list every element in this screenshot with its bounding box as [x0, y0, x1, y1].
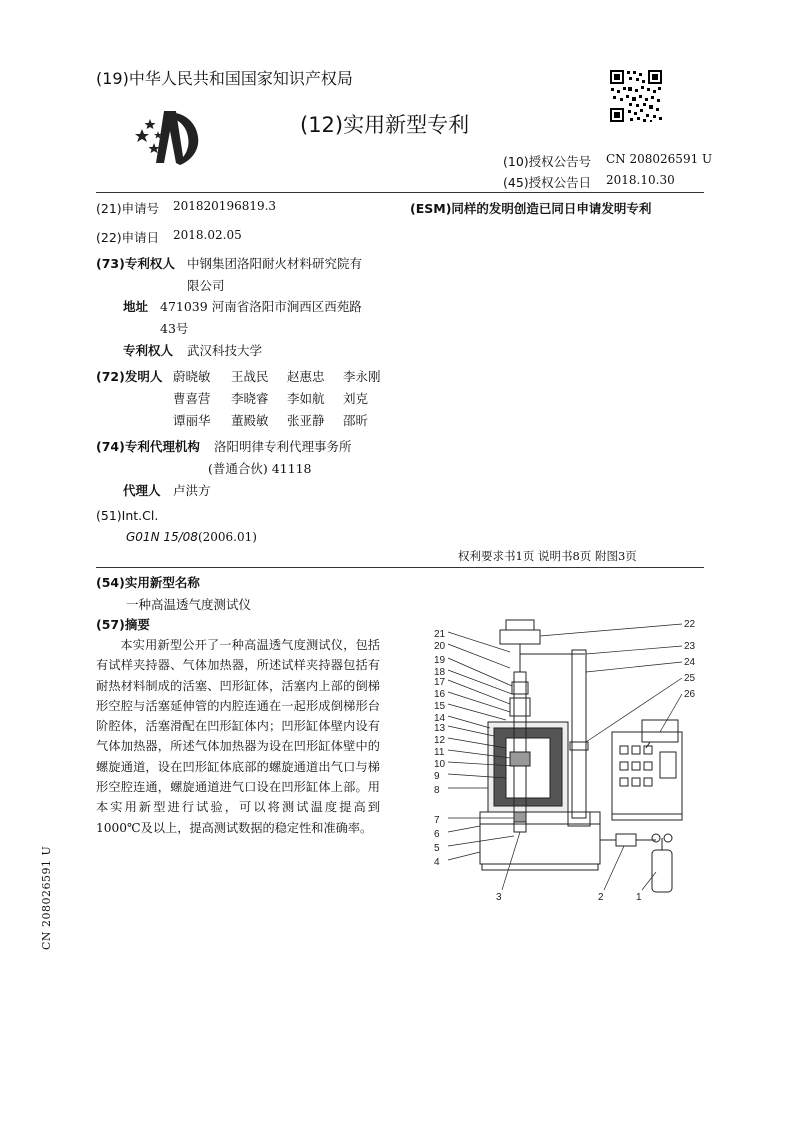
abstract-label: (57)摘要 [96, 617, 150, 632]
int-cl-label: (51)Int.Cl. [96, 508, 159, 523]
agent: 卢洪方 [173, 483, 211, 498]
agency-label: (74)专利代理机构 [96, 439, 200, 454]
figure-label-20: 20 [434, 641, 446, 652]
agency-line1: 洛阳明律专利代理事务所 [214, 439, 352, 454]
inventor: 董殿敏 [231, 413, 269, 428]
inventor: 李晓睿 [231, 391, 269, 406]
figure-label-6: 6 [434, 829, 440, 840]
figure-label-17: 17 [434, 677, 446, 688]
inventor: 谭丽华 [173, 413, 211, 428]
int-cl-code [126, 530, 257, 544]
figure-label-10: 10 [434, 759, 446, 770]
figure-label-22: 22 [684, 619, 696, 630]
abstract-text: 本实用新型公开了一种高温透气度测试仪，包括有试样夹持器、气体加热器，所述试样夹持器包括有耐热材料制成的活塞、凹形缸体，活塞内上部的倒梯形空腔与活塞延伸管的内腔连通在一起形成倒梯形台阶腔体，活塞滑配在凹形缸体内；凹形缸体壁内设有气体加热器，所述气体加热器为设在凹形缸体壁中的螺旋通道，设在凹形缸体底部的螺旋通道出气口与梯形空腔连通，螺旋通道进气口设在凹形缸体上部。用本实用新型进行试验，可以将测试温度提高到1000℃及以上，提高测试数据的稳定性和准确率。 [96, 638, 380, 835]
int-cl-version: (2006.01) [197, 530, 257, 544]
qr-code-icon [609, 69, 663, 123]
figure-label-23: 23 [684, 641, 696, 652]
figure-label-7: 7 [434, 815, 440, 826]
inventor: 刘克 [343, 391, 369, 406]
utility-model-title: 一种高温透气度测试仪 [126, 597, 252, 612]
publication-number-label: (10)授权公告号 [503, 154, 592, 169]
figure-label-12: 12 [434, 735, 446, 746]
figure-label-9: 9 [434, 771, 440, 782]
inventor: 张亚静 [287, 413, 325, 428]
patentee-1-line1: 中钢集团洛阳耐火材料研究院有 [187, 256, 363, 271]
inventor: 邵昕 [343, 413, 369, 428]
inventor: 赵惠忠 [287, 369, 325, 384]
publication-date: 2018.10.30 [606, 173, 675, 187]
figure-label-14: 14 [434, 713, 446, 724]
figure-label-2: 2 [598, 892, 604, 902]
cnipa-logo-icon [130, 103, 210, 167]
side-publication-code: CN 208026591 U [40, 845, 53, 950]
inventor: 王战民 [231, 369, 269, 384]
biblio-divider [96, 567, 704, 568]
agent-label: 代理人 [123, 483, 161, 498]
int-cl-class: G01N 15/08 [126, 530, 198, 544]
agency-line2: (普通合伙) 41118 [208, 461, 312, 476]
publication-number: CN 208026591 U [606, 152, 713, 166]
publication-date-label: (45)授权公告日 [503, 175, 592, 190]
address-line1: 471039 河南省洛阳市涧西区西苑路 [160, 299, 362, 314]
application-number-label: (21)申请号 [96, 201, 160, 216]
address-line2: 43号 [160, 321, 189, 336]
apparatus-drawing [420, 612, 710, 902]
esm-note: (ESM)同样的发明创造已同日申请发明专利 [410, 201, 652, 216]
patentee-1-line2: 限公司 [187, 278, 225, 293]
application-date: 2018.02.05 [173, 228, 242, 242]
patentee-2-label: 专利权人 [123, 343, 174, 358]
figure-label-26: 26 [684, 689, 696, 700]
document-type-title: (12)实用新型专利 [300, 113, 470, 137]
figure-label-11: 11 [434, 747, 445, 758]
figure-label-5: 5 [434, 843, 440, 854]
header-divider [96, 192, 704, 193]
figure-label-15: 15 [434, 701, 446, 712]
inventor: 曹喜营 [173, 391, 211, 406]
address-label: 地址 [123, 299, 149, 314]
inventor: 蔚晓敏 [173, 369, 211, 384]
page-counts: 权利要求书1页 说明书8页 附图3页 [458, 549, 637, 563]
figure-label-3: 3 [496, 892, 502, 902]
figure-label-18: 18 [434, 667, 446, 678]
title-label: (54)实用新型名称 [96, 575, 200, 590]
authority-title: (19)中华人民共和国国家知识产权局 [96, 69, 353, 88]
figure-label-4: 4 [434, 857, 440, 868]
figure-label-1: 1 [636, 892, 642, 902]
figure-label-25: 25 [684, 673, 696, 684]
patentee-label: (73)专利权人 [96, 256, 175, 271]
application-number: 201820196819.3 [173, 199, 277, 213]
patentee-2: 武汉科技大学 [187, 343, 263, 358]
inventors-label: (72)发明人 [96, 369, 163, 384]
figure-label-8: 8 [434, 785, 440, 796]
figure-label-21: 21 [434, 629, 446, 640]
figure-label-24: 24 [684, 657, 696, 668]
figure-label-13: 13 [434, 723, 446, 734]
inventor: 李永刚 [343, 369, 381, 384]
inventor: 李如航 [287, 391, 325, 406]
application-date-label: (22)申请日 [96, 230, 160, 245]
figure-label-16: 16 [434, 689, 446, 700]
figure-label-19: 19 [434, 655, 446, 666]
